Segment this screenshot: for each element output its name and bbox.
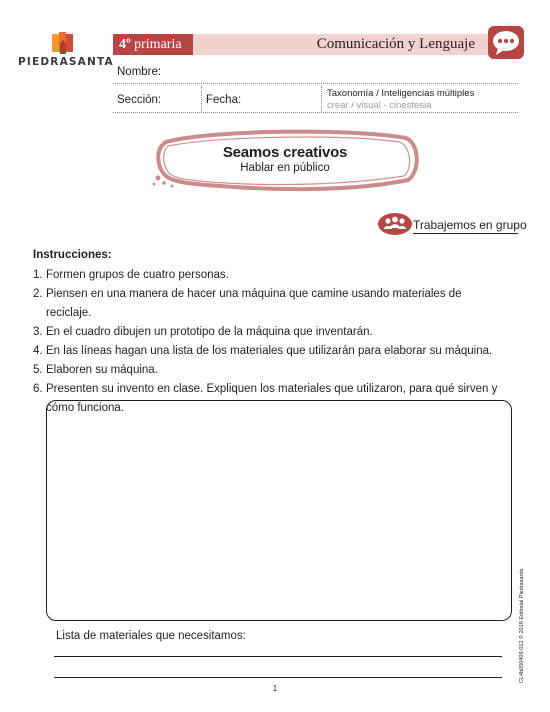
- group-work-label: Trabajemos en grupo: [413, 218, 527, 232]
- writing-line[interactable]: [54, 677, 502, 678]
- instruction-item: 3. En el cuadro dibujen un prototipo de la máquina que inventarán.: [33, 326, 373, 338]
- name-row: [113, 59, 518, 84]
- taxonomy-values: crear / visual - cinestesia: [327, 100, 432, 111]
- name-label: Nombre:: [117, 66, 162, 78]
- section-date-row: [113, 86, 518, 113]
- drawing-area[interactable]: [46, 400, 512, 621]
- grade-label: 4º primaria: [113, 34, 193, 55]
- book-logo-icon: [52, 30, 74, 54]
- instructions-title: Instrucciones:: [33, 249, 112, 261]
- page-number: 1: [272, 684, 278, 693]
- writing-line[interactable]: [54, 656, 502, 657]
- activity-subtitle: Hablar en público: [240, 162, 330, 174]
- section-label: Sección:: [117, 94, 162, 106]
- subject-title: Comunicación y Lenguaje: [316, 36, 475, 52]
- speech-bubble-icon: [487, 24, 525, 62]
- date-label: Fecha:: [206, 94, 242, 106]
- instructions-list: [33, 266, 503, 418]
- title-banner-frame: [150, 128, 420, 194]
- instruction-item: 2. Piensen en una manera de hacer una máquina que camine usando materiales de reciclaje.: [33, 288, 462, 319]
- divider: [321, 86, 322, 112]
- instruction-item: 5. Elaboren su máquina.: [33, 364, 158, 376]
- activity-title: Seamos creativos: [222, 144, 348, 161]
- header-band: [113, 34, 505, 55]
- instruction-item: 4. En las líneas hagan una lista de los materiales que utilizarán para elaborar su máquina.: [33, 345, 493, 357]
- taxonomy-label: Taxonomía / Inteligencias múltiples: [327, 88, 475, 99]
- copyright-code: CL4b050409-012 © 2018 Editorial Piedrasanta: [519, 568, 525, 683]
- instruction-item: 6. Presenten su invento en clase. Expliquen los materiales que utilizaron, para qué sirven y cómo funciona.: [33, 383, 498, 414]
- instruction-item: 1. Formen grupos de cuatro personas.: [33, 269, 229, 281]
- brand-name: PIEDRASANTA: [18, 56, 114, 68]
- divider: [201, 86, 202, 112]
- group-underline: [413, 233, 518, 234]
- people-group-icon: [377, 212, 413, 236]
- materials-label: Lista de materiales que necesitamos:: [56, 630, 246, 642]
